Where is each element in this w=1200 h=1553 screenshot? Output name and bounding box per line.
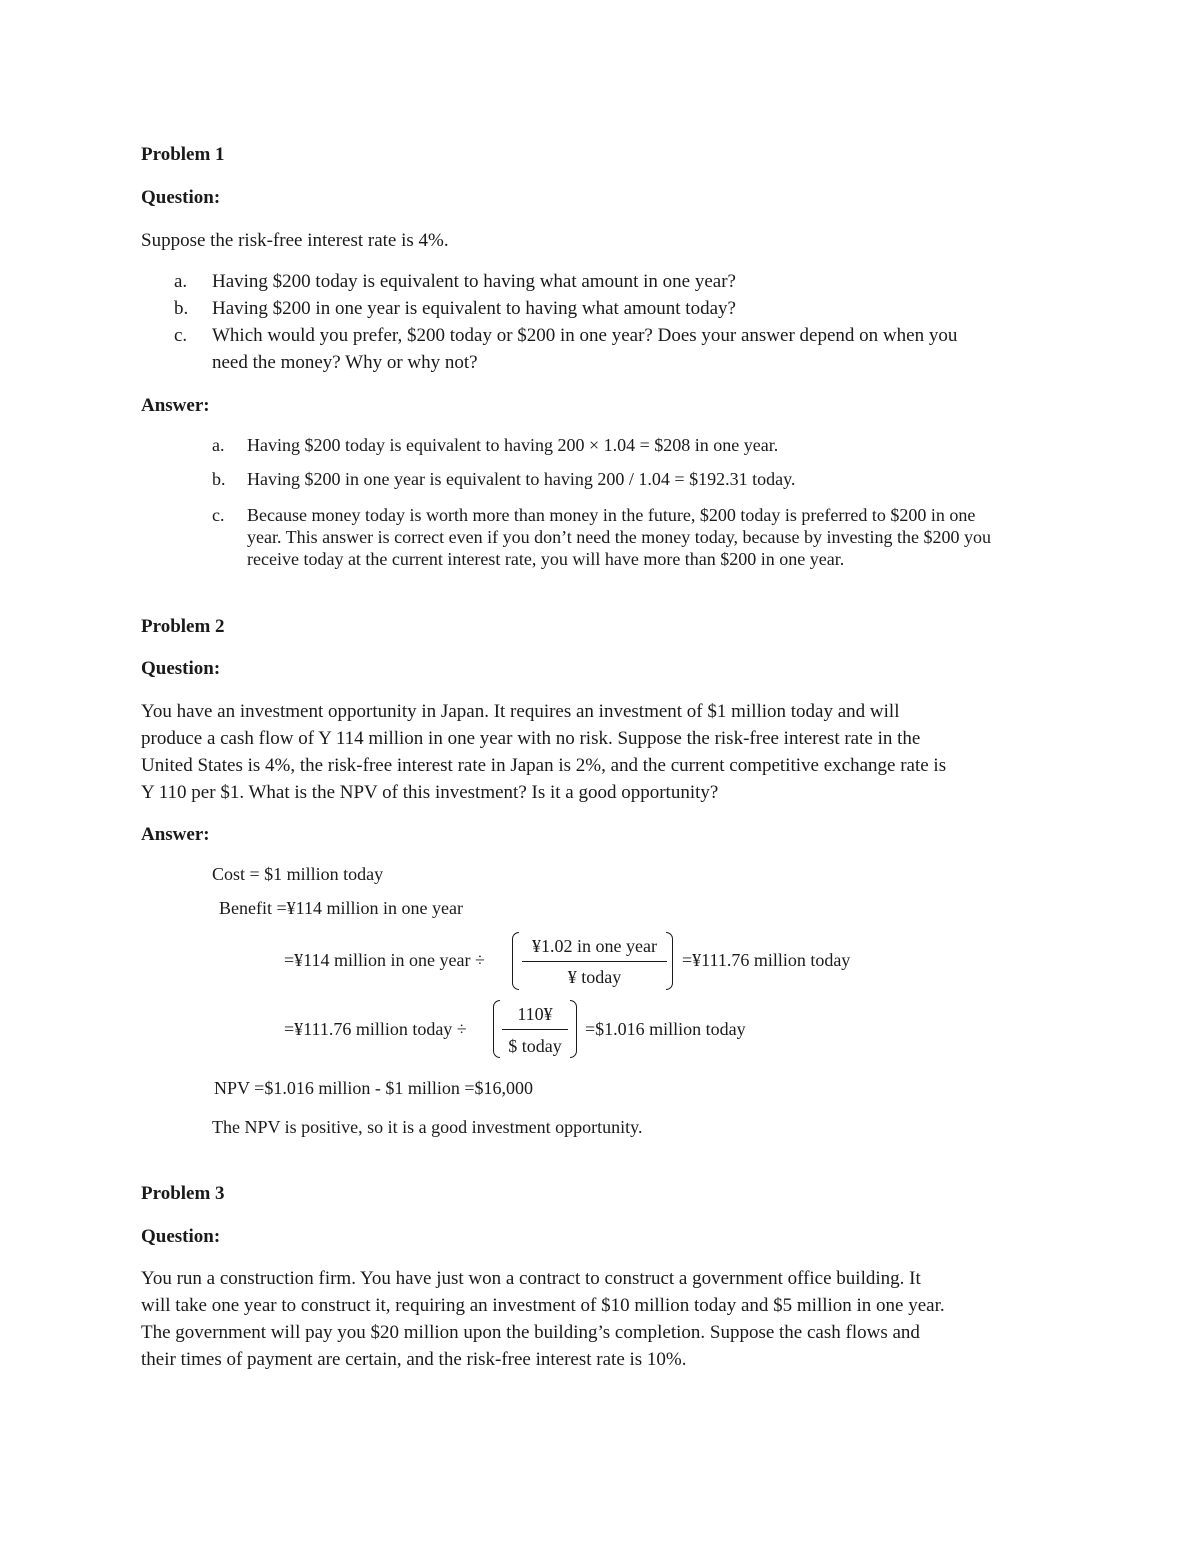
equation-right-side: =$1.016 million today: [585, 1019, 746, 1039]
item-text: Because money today is worth more than money in the future, $200 today is preferred to $200 in one: [247, 505, 976, 525]
problem-1-answer-item-c: [212, 504, 975, 527]
problem-3-question-line-2: will take one year to construct it, requiring an investment of $10 million today and $5 million in one year.: [141, 1295, 945, 1316]
equation-left-side: =¥114 million in one year ÷: [284, 950, 485, 970]
item-label: a.: [212, 435, 225, 455]
problem-1-question-label: Question:: [141, 187, 221, 208]
item-text: Having $200 today is equivalent to having 200 × 1.04 = $208 in one year.: [247, 435, 779, 455]
item-text: Having $200 in one year is equivalent to having what amount today?: [212, 298, 736, 319]
problem-3-question-line-3: The government will pay you $20 million upon the building’s completion. Suppose the cash flows and: [141, 1322, 920, 1343]
problem-2-question-line-1: You have an investment opportunity in Japan. It requires an investment of $1 million today and will: [141, 701, 900, 722]
item-label: a.: [174, 271, 188, 292]
fraction-bar: [522, 961, 667, 962]
problem-1-question-item-b: [174, 295, 736, 322]
problem-1-question-intro: Suppose the risk-free interest rate is 4%.: [141, 230, 449, 251]
problem-2-question-line-4: Y 110 per $1. What is the NPV of this investment? Is it a good opportunity?: [141, 782, 719, 803]
item-text: Having $200 today is equivalent to having what amount in one year?: [212, 271, 736, 292]
left-parenthesis: [512, 932, 519, 990]
problem-2-question-label: Question:: [141, 658, 221, 679]
left-parenthesis: [493, 1000, 500, 1058]
benefit-equation: Benefit =¥114 million in one year: [219, 898, 463, 918]
fraction-numerator: 110¥: [517, 1004, 553, 1024]
item-label: b.: [212, 469, 226, 489]
problem-3-question-label: Question:: [141, 1226, 221, 1247]
npv-equation: NPV =$1.016 million - $1 million =$16,000: [214, 1078, 533, 1098]
problem-2-answer-label: Answer:: [141, 824, 210, 845]
problem-1-answer-item-c-line-3: receive today at the current interest rate, you will have more than $200 in one year.: [247, 549, 845, 569]
problem-1-answer-item-b: [212, 468, 795, 491]
problem-3-heading: Problem 3: [141, 1183, 225, 1204]
problem-1-question-item-c-line-2: need the money? Why or why not?: [212, 352, 478, 373]
problem-1-answer-item-c-line-2: year. This answer is correct even if you don’t need the money today, because by investing the $200 you: [247, 527, 991, 547]
problem-1-question-item-a: [174, 268, 736, 295]
problem-1-answer-label: Answer:: [141, 395, 210, 416]
problem-1-heading: Problem 1: [141, 144, 225, 165]
right-parenthesis: [570, 1000, 577, 1058]
problem-2-question-line-3: United States is 4%, the risk-free interest rate in Japan is 2%, and the current competitive exchange rate is: [141, 755, 947, 776]
fraction-denominator: ¥ today: [567, 967, 622, 987]
fraction-numerator: ¥1.02 in one year: [532, 936, 657, 956]
npv-conclusion: The NPV is positive, so it is a good investment opportunity.: [212, 1117, 643, 1137]
item-label: b.: [174, 298, 189, 319]
item-label: c.: [212, 505, 225, 525]
problem-3-question-line-4: their times of payment are certain, and the risk-free interest rate is 10%.: [141, 1349, 687, 1370]
problem-2-question-line-2: produce a cash flow of Y 114 million in one year with no risk. Suppose the risk-free interest rate in the: [141, 728, 921, 749]
problem-2-heading: Problem 2: [141, 616, 225, 637]
item-text: Having $200 in one year is equivalent to having 200 / 1.04 = $192.31 today.: [247, 469, 796, 489]
fraction-denominator: $ today: [508, 1036, 562, 1056]
equation-right-side: =¥111.76 million today: [682, 950, 851, 970]
problem-1-answer-item-a: [212, 434, 778, 457]
fraction-bar: [502, 1029, 568, 1030]
right-parenthesis: [666, 932, 673, 990]
item-label: c.: [174, 325, 188, 346]
item-text: Which would you prefer, $200 today or $200 in one year? Does your answer depend on when you: [212, 325, 958, 346]
problem-1-question-item-c: [174, 322, 957, 349]
problem-3-question-line-1: You run a construction firm. You have just won a contract to construct a government office building. It: [141, 1268, 921, 1289]
cost-equation: Cost = $1 million today: [212, 864, 384, 884]
equation-left-side: =¥111.76 million today ÷: [284, 1019, 467, 1039]
